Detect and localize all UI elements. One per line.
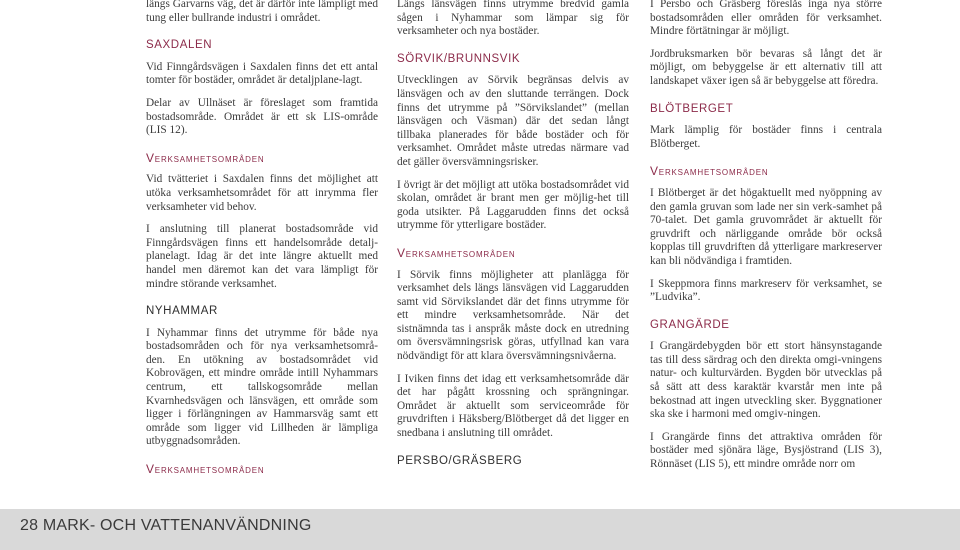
paragraph: I Sörvik finns möjligheter att planlägga för verksamhet dels längs länsvägen vid Laggarudden samt vid Sörvikslandet där det finns utrymme för ett mindre verksamhetsområde. När det sistnämnda tas i anspråk måste dock en utredning om översvämningsrisk göras, utfyllnad kan vara nödvändigt för att klara översvämningsnivåerna. <box>397 268 629 363</box>
paragraph: I Grangärde finns det attraktiva områden för bostäder med sjönära läge, Bysjöstrand (LIS 3), Rönnäset (LIS 5), ett mindre område norr om <box>650 430 882 471</box>
paragraph: Delar av Ullnäset är föreslaget som framtida bostadsområde. Området är ett sk LIS-område (LIS 12). <box>146 96 378 137</box>
heading-verksamhetsomraden: Verksamhetsområden <box>397 245 516 260</box>
paragraph: längs Garvarns väg, det är därför inte lämpligt med tung eller bullrande industri i området. <box>146 0 378 24</box>
text-column-2 <box>397 0 629 476</box>
paragraph: I Nyhammar finns det utrymme för både nya bostadsområden och för nya verksamhetsområ-den. En utökning av bostadsområdet vid Kobrovägen, ett mindre område intill Nyhammars centrum, ett tallskogsområde mellan Kvarnhedsvägen och länsvägen, ett område som ligger i förlängningen av Hammarsväg samt ett område som ligger vid Lillheden är lämpliga utbyggnadsområden. <box>146 326 378 448</box>
paragraph: I Blötberget är det högaktuellt med nyöppning av den gamla gruvan som lade ner sin verk-samhet på 70-talet. Det gamla gruvområdet är aktuellt för gruvdrift och närliggande område bör också kopplas till gruvdriften då ytterligare markreserver kan bli nödvändiga i framtiden. <box>650 186 882 267</box>
heading-persbo-grasberg: PERSBO/GRÄSBERG <box>397 454 523 467</box>
paragraph: Vid Finngårdsvägen i Saxdalen finns det ett antal tomter för bostäder, området är detaljplane-lagt. <box>146 60 378 87</box>
paragraph: Vid tvätteriet i Saxdalen finns det möjlighet att utöka verksamhetsområdet för att inrymma fler verksamheter vid behov. <box>146 173 378 213</box>
heading-verksamhetsomraden: Verksamhetsområden <box>146 150 265 165</box>
heading-verksamhetsomraden: Verksamhetsområden <box>146 462 265 477</box>
paragraph: I Grangärdebygden bör ett stort hänsynstagande tas till dess särdrag och den direkta omgi-vningens natur- och kulturvärden. Bygden bör utvecklas på så sätt att dess karaktär kvarstår men inte på bekostnad att ingen utveckling sker. Byggnationer ska ske i harmoni med omgiv-ningen. <box>650 340 882 421</box>
paragraph: Utvecklingen av Sörvik begränsas delvis av länsvägen och av den sluttande terrängen. Dock finns det utrymme på ”Sörvikslandet” (mellan länsvägen och Väsman) där det sedan långt tillbaka planerades för både bostäder och för verksamhet. Området måste utredas närmare vad det gäller översvämningsrisker. <box>397 74 629 168</box>
paragraph: I anslutning till planerat bostadsområde vid Finngårdsvägen finns ett handelsområde detalj-planelagt. Idag är det inte längre aktuellt med handel men däremot kan det vara lämpligt för mindre störande verksamhet. <box>146 223 378 290</box>
paragraph: Längs länsvägen finns utrymme bredvid gamla sågen i Nyhammar som lämpar sig för verksamheter och nya bostäder. <box>397 0 629 38</box>
paragraph: I Persbo och Gräsberg föreslås inga nya större bostadsområden eller områden för verksamhet. Mindre förtätningar är möjligt. <box>650 0 882 38</box>
heading-blotberget: BLÖTBERGET <box>650 102 734 115</box>
heading-saxdalen: SAXDALEN <box>146 39 213 52</box>
page-footer-title: 28 MARK- OCH VATTENANVÄNDNING <box>20 517 312 534</box>
paragraph: Jordbruksmarken bör bevaras så långt det är möjligt, om bebyggelse är ett alternativ till att landskapet växer igen så är bebyggelse att föredra. <box>650 47 882 87</box>
paragraph: I Iviken finns det idag ett verksamhetsområde där det har pågått krossning och sprängningar. Området är aktuellt som serviceområde för gruvdriften i Häksberg/Blötberget då det ligger en snedbana i anslutning till området. <box>397 372 629 440</box>
heading-nyhammar: NYHAMMAR <box>146 305 218 318</box>
heading-grangarde: GRANGÄRDE <box>650 318 730 331</box>
paragraph: Mark lämplig för bostäder finns i centrala Blötberget. <box>650 124 882 150</box>
heading-verksamhetsomraden: Verksamhetsområden <box>650 164 769 179</box>
paragraph: I Skeppmora finns markreserv för verksamhet, se ”Ludvika”. <box>650 277 882 304</box>
text-column-3 <box>650 0 882 481</box>
paragraph: I övrigt är det möjligt att utöka bostadsområdet vid skolan, området är brant men ger möjlig-het till goda utsikter. På Laggarudden finns det också utrymme för ytterligare bostäder. <box>397 178 629 232</box>
text-column-1 <box>146 0 378 485</box>
heading-sorvik-brunnsvik: SÖRVIK/BRUNNSVIK <box>397 52 521 65</box>
